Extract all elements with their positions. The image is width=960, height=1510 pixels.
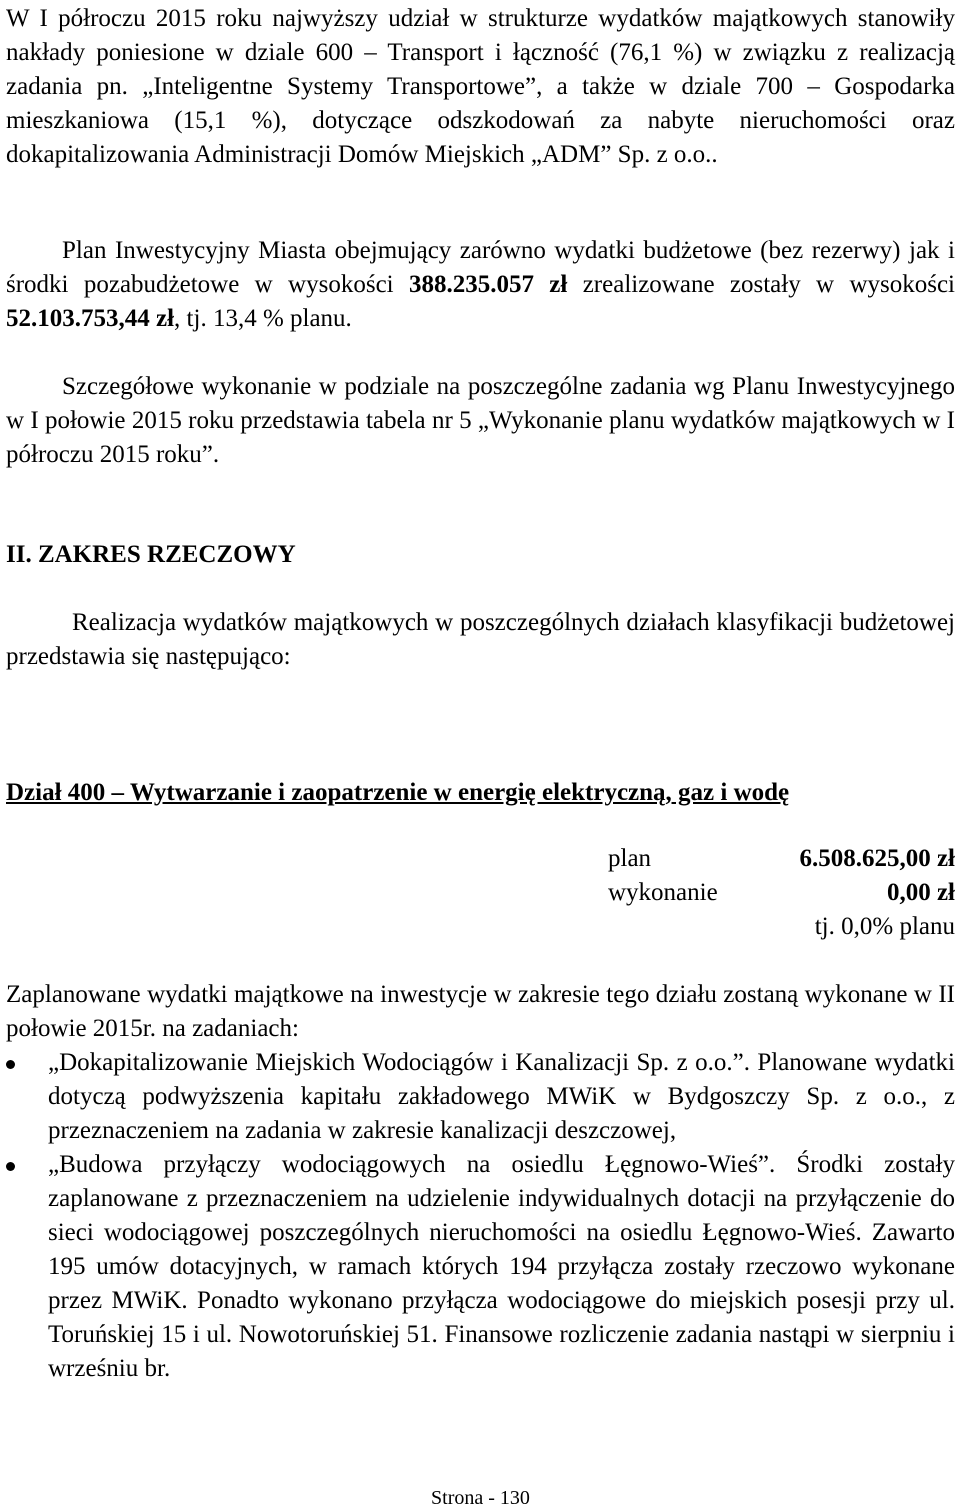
bullet-icon [6,1162,15,1171]
investment-executed-amount: 52.103.753,44 zł [6,305,175,332]
division-heading [6,776,789,810]
plan-label: plan [608,845,652,872]
division-heading-text: Dział 400 – Wytwarzanie i zaopatrzenie w energię elektryczną, gaz i wodę [6,779,790,806]
division-summary [608,842,955,944]
document-page [6,0,955,1509]
paragraph-expenditure-structure: W I półroczu 2015 roku najwyższy udział w strukturze wydatków majątkowych stanowiły nakłady poniesione w dziale 600 – Transport i łączność (76,1 %) w związku z realizacją zadania pn. „Inteligentne Systemy Transportowe”, a także w dziale 700 – Gospodarka mieszkaniowa (15,1 %), dotyczące odszkodowań za nabyte nieruchomości oraz dokapitalizowania Administracji Domów Miejskich „ADM” Sp. z o.o.. [6,5,955,168]
paragraph-planned-expenditures: Zaplanowane wydatki majątkowe na inwestycje w zakresie tego działu zostaną wykonane w II połowie 2015r. na zadaniach: [6,981,955,1042]
plan-value: 6.508.625,00 zł [799,845,955,872]
investment-plan-text-c: zrealizowane zostały w wysokości [567,271,955,298]
section-heading: II. ZAKRES RZECZOWY [6,541,296,568]
investment-plan-text-e: , tj. 13,4 % planu. [174,305,352,332]
summary-row-execution [608,876,955,910]
investment-plan-amount: 388.235.057 zł [408,271,568,298]
paragraph-detailed-execution: Szczegółowe wykonanie w podziale na poszczególne zadania wg Planu Inwestycyjnego w I połowie 2015 roku przedstawia tabela nr 5 „Wykonanie planu wydatków majątkowych w I półroczu 2015 roku”. [6,373,955,468]
execution-percent: tj. 0,0% planu [814,913,955,940]
summary-row-plan [608,842,955,876]
paragraph-investment-plan [6,234,955,336]
paragraph-realization-intro: Realizacja wydatków majątkowych w poszczególnych działach klasyfikacji budżetowej przedstawia się następująco: [6,609,955,670]
list-item [6,1148,955,1386]
summary-row-percent [608,910,955,944]
list-item-text: „Budowa przyłączy wodociągowych na osiedlu Łęgnowo-Wieś”. Środki zostały zaplanowane z przeznaczeniem na udzielenie indywidualnych dotacji na przyłączenie do sieci wodociągowej poszczególnych nieruchomości na osiedlu Łęgnowo-Wieś. Zawarto 195 umów dotacyjnych, w ramach których 194 przyłącza zostały rzeczowo wykonane przez MWiK. Ponadto wykonano przyłącza wodociągowe do miejskich posesji przy ul. Toruńskiej 15 i ul. Nowotoruńskiej 51. Finansowe rozliczenie zadania nastąpi w sierpniu i wrześniu br. [48,1151,955,1382]
execution-value: 0,00 zł [886,879,955,906]
investment-plan-text-a: Plan Inwestycyjny Miasta obejmujący zarówno wydatki budżetowe (bez rezerwy) jak i środki pozabudżetowe w wysokości [6,237,955,298]
bullet-icon [6,1060,15,1069]
page-number: Strona - 130 [431,1487,530,1509]
execution-label: wykonanie [608,879,718,906]
list-item-text: „Dokapitalizowanie Miejskich Wodociągów i Kanalizacji Sp. z o.o.”. Planowane wydatki dotyczą podwyższenia kapitału zakładowego MWiK w Bydgoszczy Sp. z o.o., z przeznaczeniem na zadania w zakresie kanalizacji deszczowej, [48,1049,955,1144]
task-list [6,1046,955,1386]
list-item [6,1046,955,1148]
